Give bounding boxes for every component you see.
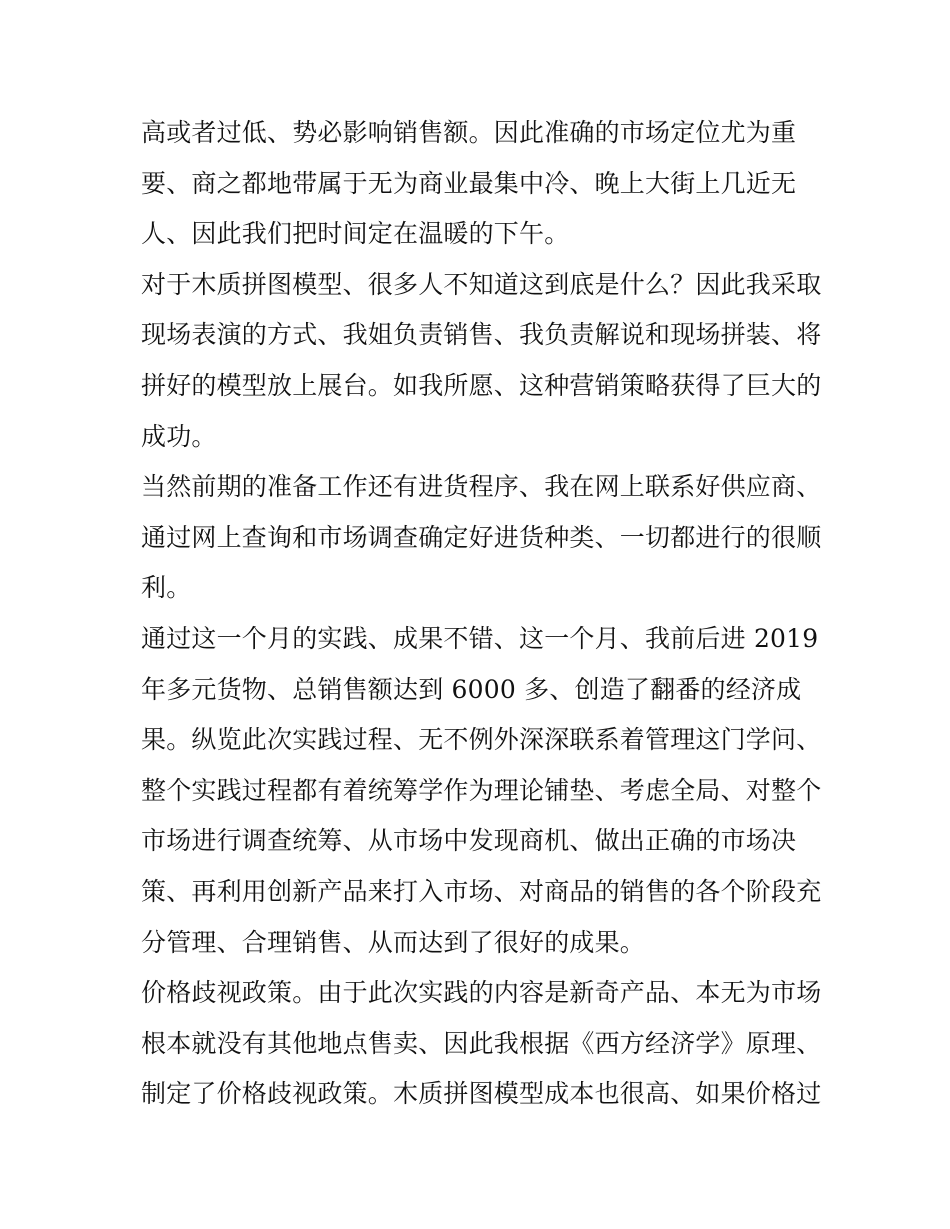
text-line: 制定了价格歧视政策。木质拼图模型成本也很高、如果价格过 — [141, 1079, 822, 1109]
text-line: 拼好的模型放上展台。如我所愿、这种营销策略获得了巨大的 — [141, 370, 822, 400]
text-line: 果。纵览此次实践过程、无不例外深深联系着管理这门学问、 — [141, 725, 822, 755]
text-line: 成功。 — [141, 421, 217, 451]
text-line: 通过网上查询和市场调查确定好进货种类、一切都进行的很顺 — [141, 522, 822, 552]
text-line: 年多元货物、总销售额达到 6000 多、创造了翻番的经济成 — [141, 674, 802, 704]
text-line: 根本就没有其他地点售卖、因此我根据《西方经济学》原理、 — [141, 1028, 822, 1058]
document-body — [141, 108, 821, 1120]
text-line: 策、再利用创新产品来打入市场、对商品的销售的各个阶段充 — [141, 876, 822, 906]
text-line: 要、商之都地带属于无为商业最集中冷、晚上大街上几近无 — [141, 168, 797, 198]
text-line: 价格歧视政策。由于此次实践的内容是新奇产品、本无为市场 — [141, 978, 822, 1008]
text-line: 整个实践过程都有着统筹学作为理论铺垫、考虑全局、对整个 — [141, 775, 822, 805]
text-line: 利。 — [141, 573, 192, 603]
text-line: 通过这一个月的实践、成果不错、这一个月、我前后进 2019 — [141, 623, 819, 653]
text-line: 人、因此我们把时间定在温暖的下午。 — [141, 219, 570, 249]
text-line: 现场表演的方式、我姐负责销售、我负责解说和现场拼装、将 — [141, 320, 822, 350]
text-line: 分管理、合理销售、从而达到了很好的成果。 — [141, 927, 646, 957]
text-line: 对于木质拼图模型、很多人不知道这到底是什么？因此我采取 — [141, 269, 822, 299]
text-line: 市场进行调查统筹、从市场中发现商机、做出正确的市场决 — [141, 826, 797, 856]
text-line: 当然前期的准备工作还有进货程序、我在网上联系好供应商、 — [141, 472, 822, 502]
text-line: 高或者过低、势必影响销售额。因此准确的市场定位尤为重 — [141, 118, 797, 147]
